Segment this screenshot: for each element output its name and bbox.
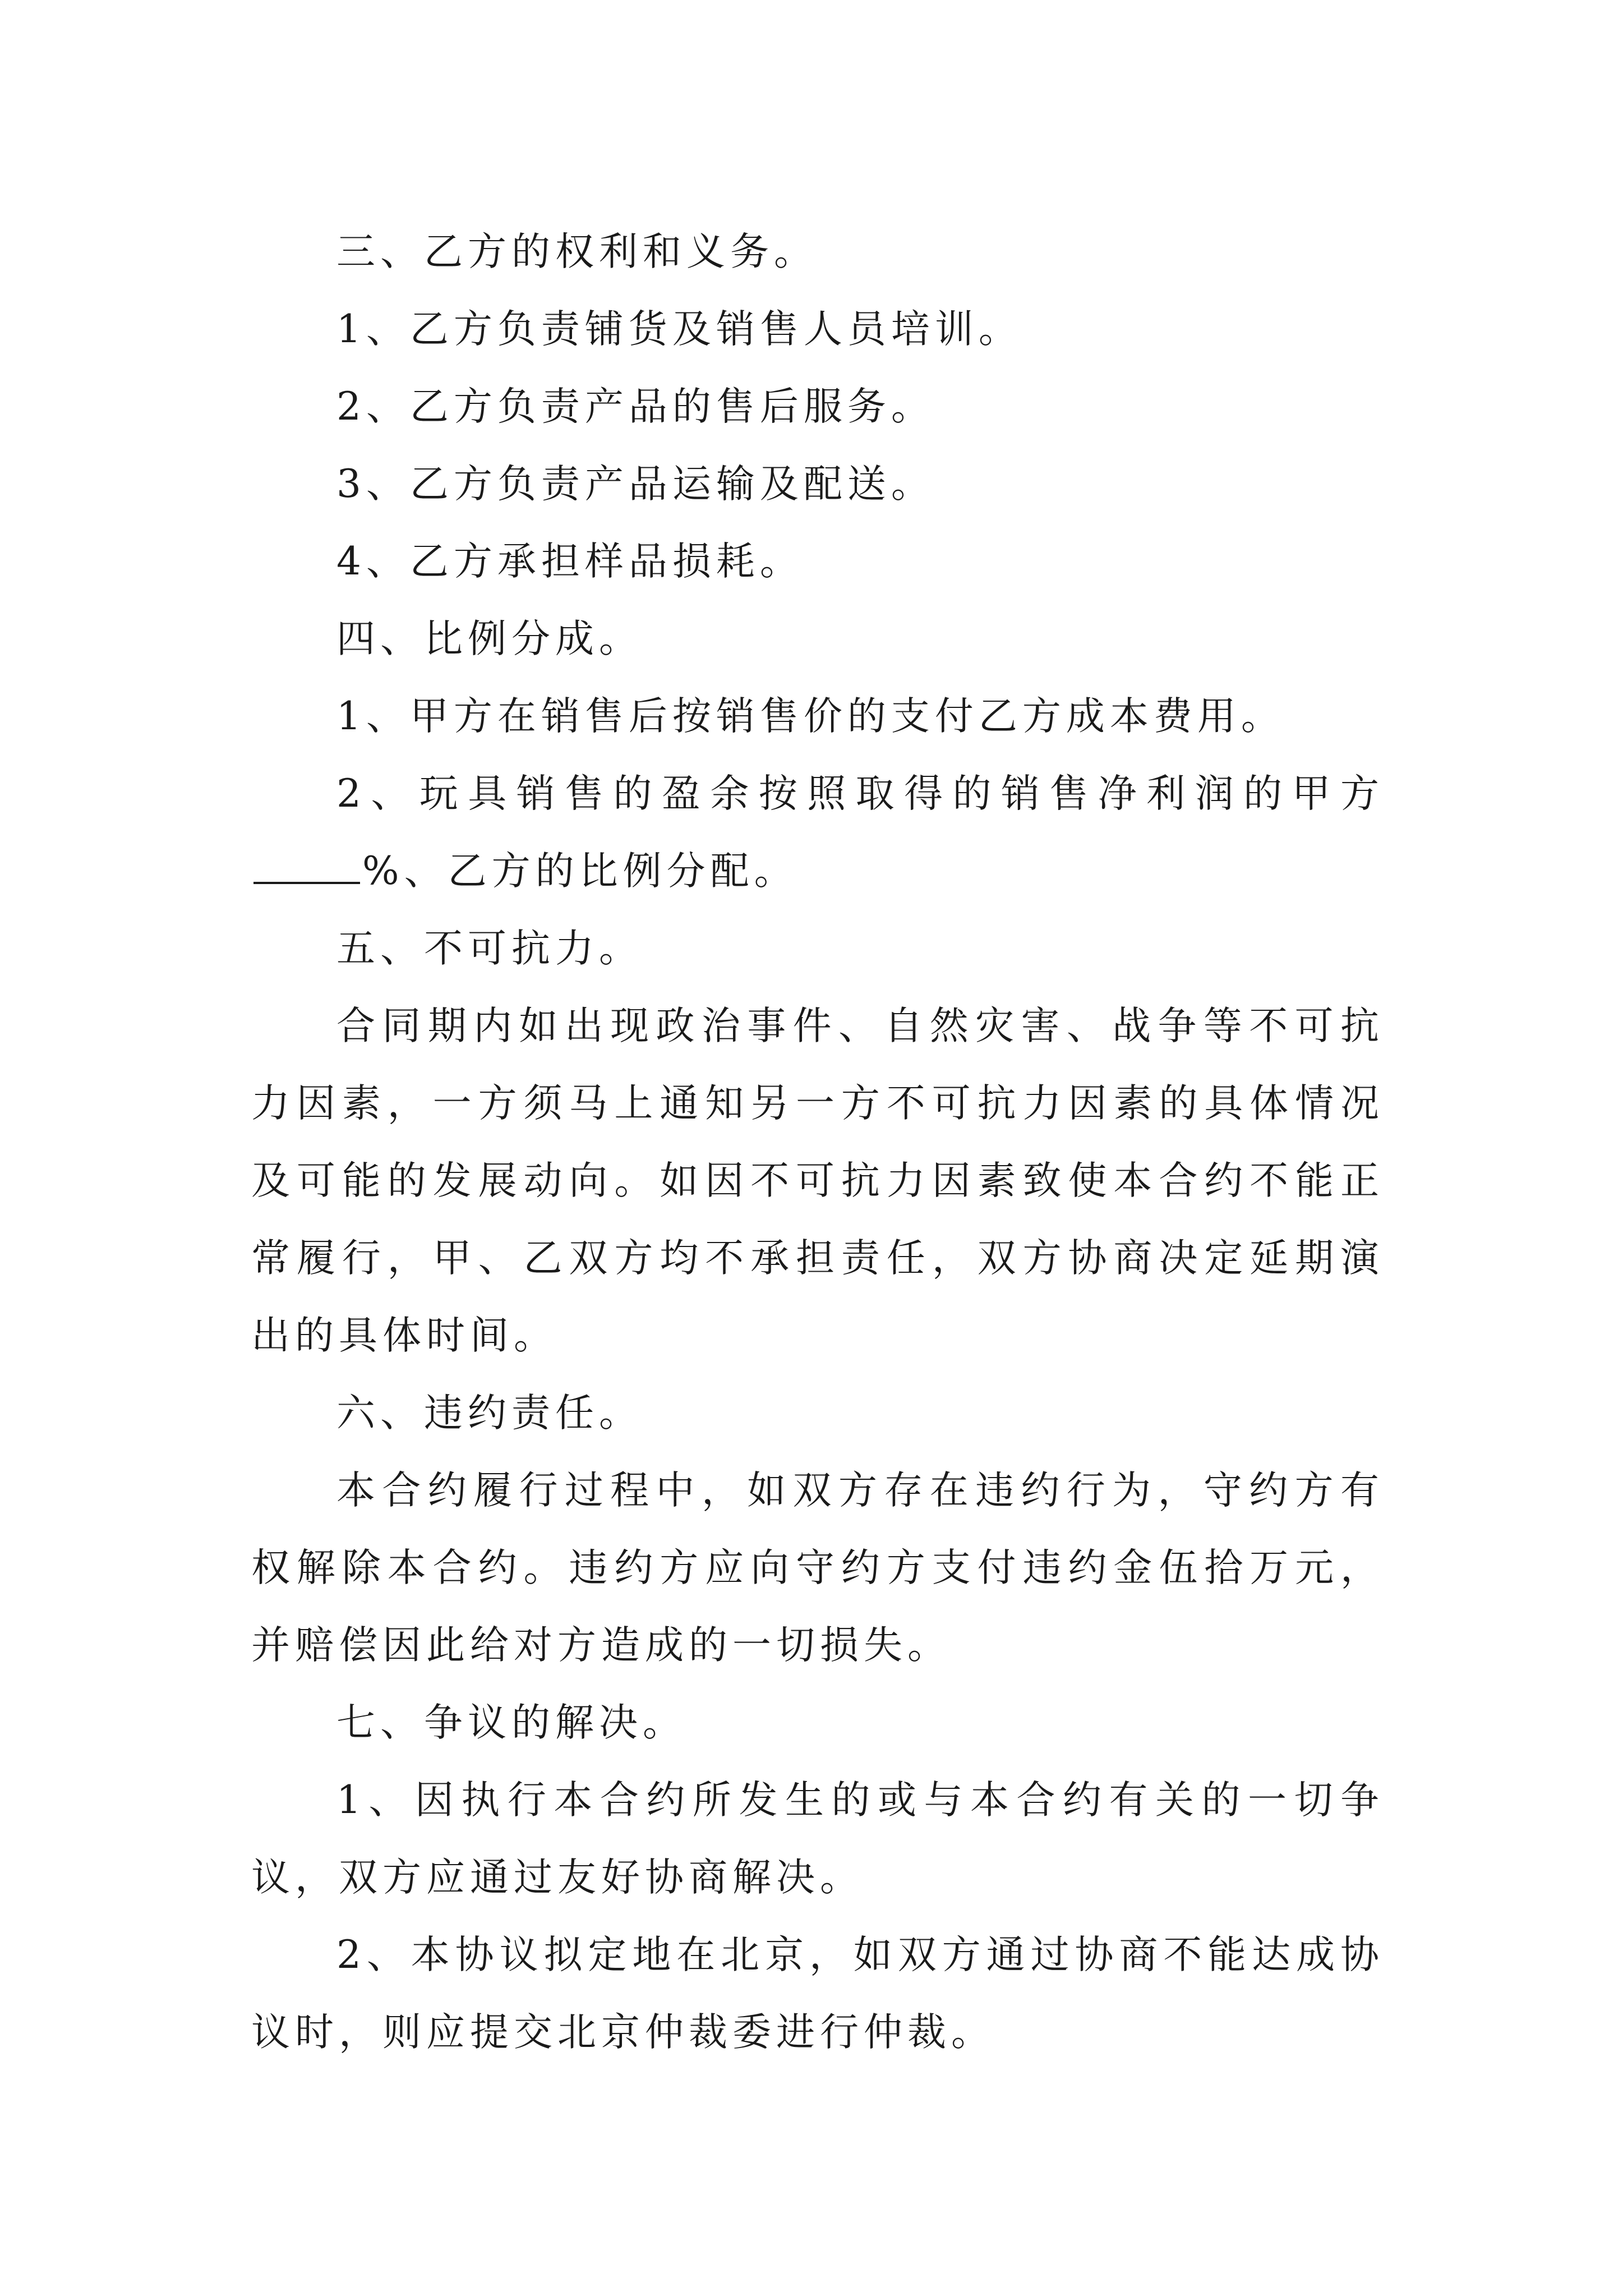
- fill-in-blank-line: [253, 850, 360, 884]
- section-heading-breach: 六、违约责任。: [336, 1391, 643, 1435]
- clause-item: 2、本协议拟定地在北京，如双方通过协商不能达成协议时，则应提交北京仲裁委进行仲裁。: [251, 1932, 1384, 2055]
- section-heading-party-b-rights: 三、乙方的权利和义务。: [336, 229, 818, 274]
- clause-text-before-blank: 2、玩具销售的盈余按照取得的销售净利润的甲方: [336, 771, 1384, 816]
- clause-item: 1、因执行本合约所发生的或与本合约有关的一切争议，双方应通过友好协商解决。: [251, 1778, 1384, 1900]
- section-heading-profit-share: 四、比例分成。: [336, 616, 643, 661]
- clause-body: 合同期内如出现政治事件、自然灾害、战争等不可抗力因素，一方须马上通知另一方不可抗力因素的具体情况及可能的发展动向。如因不可抗力因素致使本合约不能正常履行，甲、乙双方均不承担责任，双方协商决定延期演出的具体时间。: [251, 1004, 1384, 1358]
- clause-body: 本合约履行过程中，如双方存在违约行为，守约方有权解除本合约。违约方应向守约方支付违约金伍拾万元，并赔偿因此给对方造成的一切损失。: [251, 1468, 1384, 1668]
- clause-text-after-blank: %、乙方的比例分配。: [362, 849, 798, 894]
- clause-item: 3、乙方负责产品运输及配送。: [336, 462, 935, 507]
- clause-item: 1、甲方在销售后按销售价的支付乙方成本费用。: [336, 694, 1285, 739]
- clause-item: 2、乙方负责产品的售后服务。: [336, 384, 935, 429]
- clause-item-with-blank: [251, 755, 1384, 910]
- document-page: [251, 213, 1384, 2071]
- clause-item: 4、乙方承担样品损耗。: [336, 539, 804, 584]
- clause-item: 1、乙方负责铺货及销售人员培训。: [336, 307, 1022, 352]
- section-heading-force-majeure: 五、不可抗力。: [336, 926, 643, 971]
- section-heading-dispute: 七、争议的解决。: [336, 1700, 686, 1745]
